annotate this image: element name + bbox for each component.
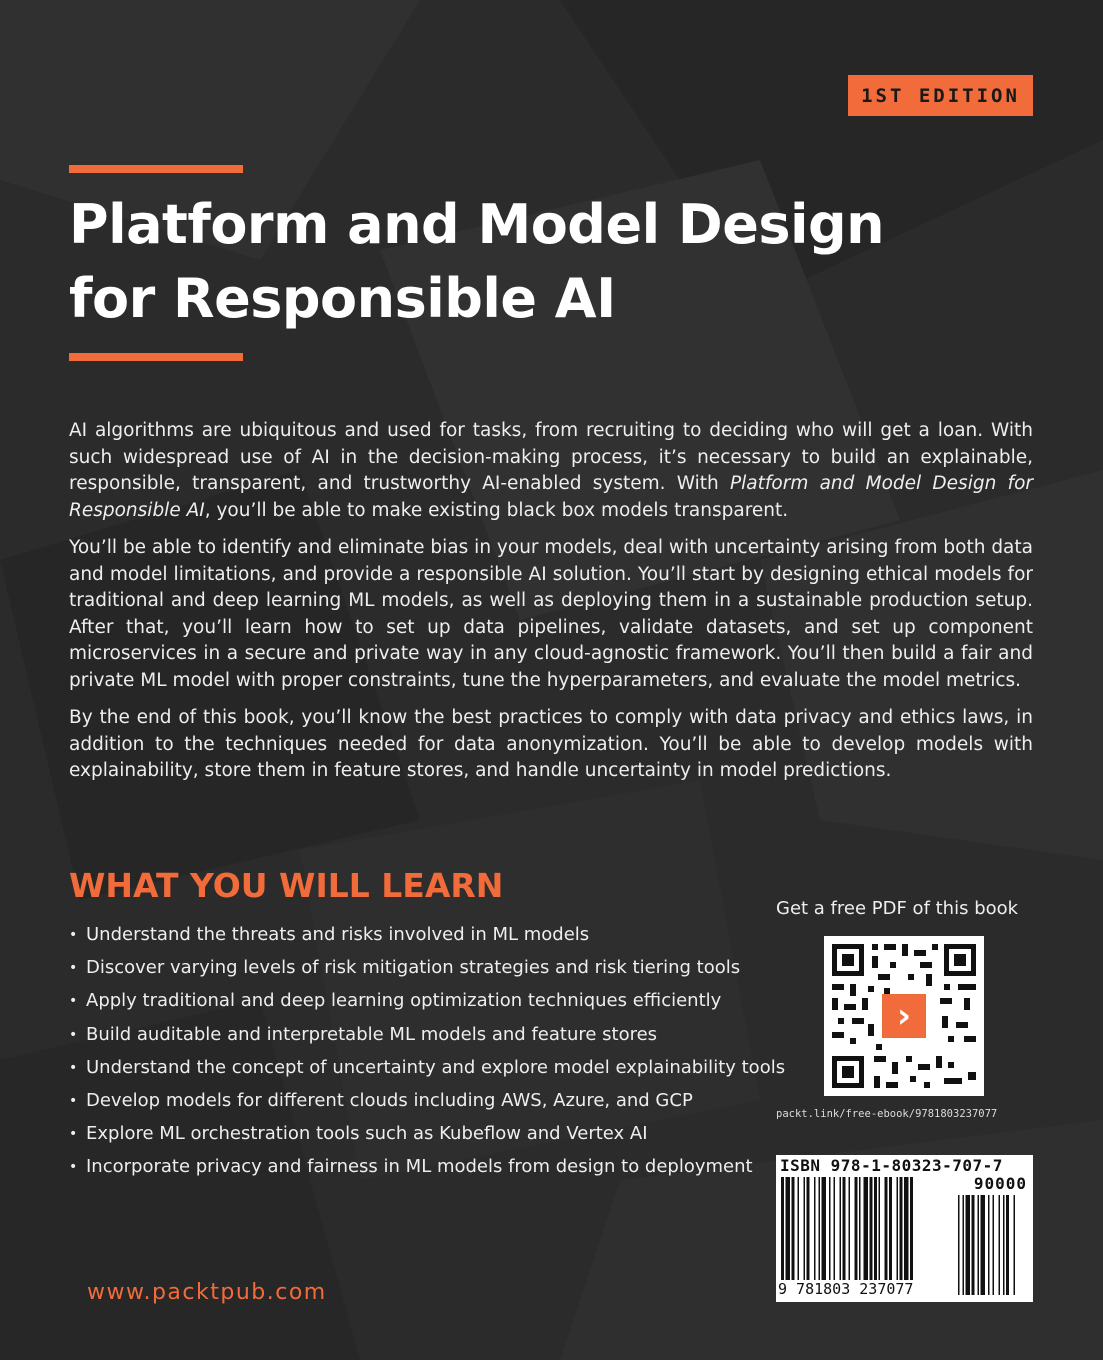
barcode-bar (859, 1177, 861, 1289)
barcode-bar (978, 1195, 980, 1295)
barcode-bar (798, 1177, 800, 1289)
list-item: • Incorporate privacy and fairness in ML models from design to deployment (69, 1152, 789, 1185)
barcode-bar (993, 1195, 995, 1295)
barcode-bar (792, 1177, 795, 1289)
book-title-line-2: for Responsible AI (69, 267, 616, 330)
learn-heading: WHAT YOU WILL LEARN (69, 866, 504, 905)
barcode-bar (988, 1195, 990, 1295)
barcode-bar (843, 1177, 846, 1289)
isbn-barcode (776, 1155, 1033, 1302)
barcode-bar (958, 1195, 960, 1295)
list-item: • Discover varying levels of risk mitigation strategies and risk tiering tools (69, 953, 789, 986)
barcode-bar (840, 1177, 842, 1289)
list-item: • Develop models for different clouds including AWS, Azure, and GCP (69, 1086, 789, 1119)
barcode-bar (874, 1177, 877, 1289)
free-ebook-url[interactable]: packt.link/free-ebook/9781803237077 (776, 1108, 998, 1120)
barcode-bar (786, 1177, 791, 1289)
list-item: • Build auditable and interpretable ML models and feature stores (69, 1020, 789, 1053)
bullet: • (69, 1092, 78, 1109)
qr-logo-symbol: › (896, 996, 912, 1036)
bullet: • (69, 1126, 78, 1143)
barcode-bar (1003, 1195, 1005, 1295)
barcode-digits: 9 781803 237077 (778, 1280, 914, 1298)
barcode-bar (855, 1177, 858, 1289)
barcode-bar (814, 1177, 816, 1289)
barcode-bar (849, 1177, 851, 1289)
isbn-text: ISBN 978-1-80323-707-7 (780, 1156, 1003, 1175)
barcode-bar (1006, 1195, 1009, 1295)
barcode-bar (1014, 1195, 1016, 1295)
barcode-bar (897, 1177, 899, 1289)
bullet: • (69, 960, 78, 977)
barcode-bar (999, 1195, 1001, 1295)
qr-code-icon[interactable] (824, 936, 984, 1096)
bullet: • (69, 927, 78, 943)
title-top-rule (69, 165, 243, 173)
bullet: • (69, 993, 78, 1010)
barcode-bar (963, 1195, 965, 1295)
barcode-bar (966, 1195, 971, 1295)
barcode-bar (807, 1177, 810, 1289)
bullet: • (69, 1159, 78, 1176)
barcode-bar (804, 1177, 806, 1289)
price-code: 90000 (973, 1174, 1027, 1193)
free-pdf-label: Get a free PDF of this book (776, 898, 1019, 919)
description-paragraph-2: You’ll be able to identify and eliminate bias in your models, deal with uncertainty arising from both data and model limitations, and provide a responsible AI solution. You’ll start by designing ethical models for traditional and deep learning ML models, as well as deploying them in a sustainable production setup. After that, you’ll learn how to set up data pipelines, validate datasets, and set up component microservices in a secure and private way in any cloud-agnostic framework. You’ll then build a fair and private ML model with proper constraints, tune the hyperparameters, and evaluate the model metrics. (69, 537, 1033, 691)
description-paragraph-1: AI algorithms are ubiquitous and used for tasks, from recruiting to deciding who will get a loan. With such widespread use of AI in the decision-making process, it’s necessary to build an explainable, responsible, transparent, and trustworthy AI-enabled system. With Platform and Model Design for Responsible AI, you’ll be able to make existing black box models transparent. (69, 420, 1033, 521)
book-description (69, 418, 1033, 796)
book-title (69, 188, 885, 336)
list-item: • Understand the threats and risks involved in ML models (69, 920, 789, 953)
barcode-bar (900, 1177, 903, 1289)
barcode-bar (972, 1195, 975, 1295)
barcode-bar (819, 1177, 821, 1289)
book-title-italic: Platform and Model Design for Responsible AI (69, 473, 1033, 521)
learn-list (69, 920, 789, 1186)
barcode-bar (834, 1177, 836, 1289)
bullet: • (69, 1059, 78, 1076)
barcode-bar (981, 1195, 986, 1295)
list-item: • Understand the concept of uncertainty and explore model explainability tools (69, 1053, 789, 1086)
barcode-bar (822, 1177, 827, 1289)
description-paragraph-3: By the end of this book, you’ll know the best practices to comply with data privacy and ethics laws, in addition to the techniques needed for data anonymization. You’ll be able to develop models with explainability, store them in feature stores, and handle uncertainty in model predictions. (69, 707, 1033, 781)
edition-badge: 1ST EDITION (848, 75, 1033, 116)
barcode-bar (879, 1177, 881, 1289)
list-item: • Apply traditional and deep learning optimization techniques efficiently (69, 986, 789, 1019)
barcode-bar (904, 1177, 909, 1289)
barcode-bar (870, 1177, 873, 1289)
bullet: • (69, 1026, 78, 1043)
title-bottom-rule (69, 353, 243, 361)
barcode-bar (885, 1177, 888, 1289)
publisher-website[interactable]: www.packtpub.com (87, 1280, 327, 1305)
barcode-bar (910, 1177, 913, 1289)
barcode-bar (781, 1177, 784, 1289)
book-title-line-1: Platform and Model Design (69, 193, 885, 256)
list-item: • Explore ML orchestration tools such as Kubeflow and Vertex AI (69, 1119, 789, 1152)
barcode-bar (889, 1177, 892, 1289)
barcode-bar (864, 1177, 869, 1289)
barcode-bar (829, 1177, 831, 1289)
